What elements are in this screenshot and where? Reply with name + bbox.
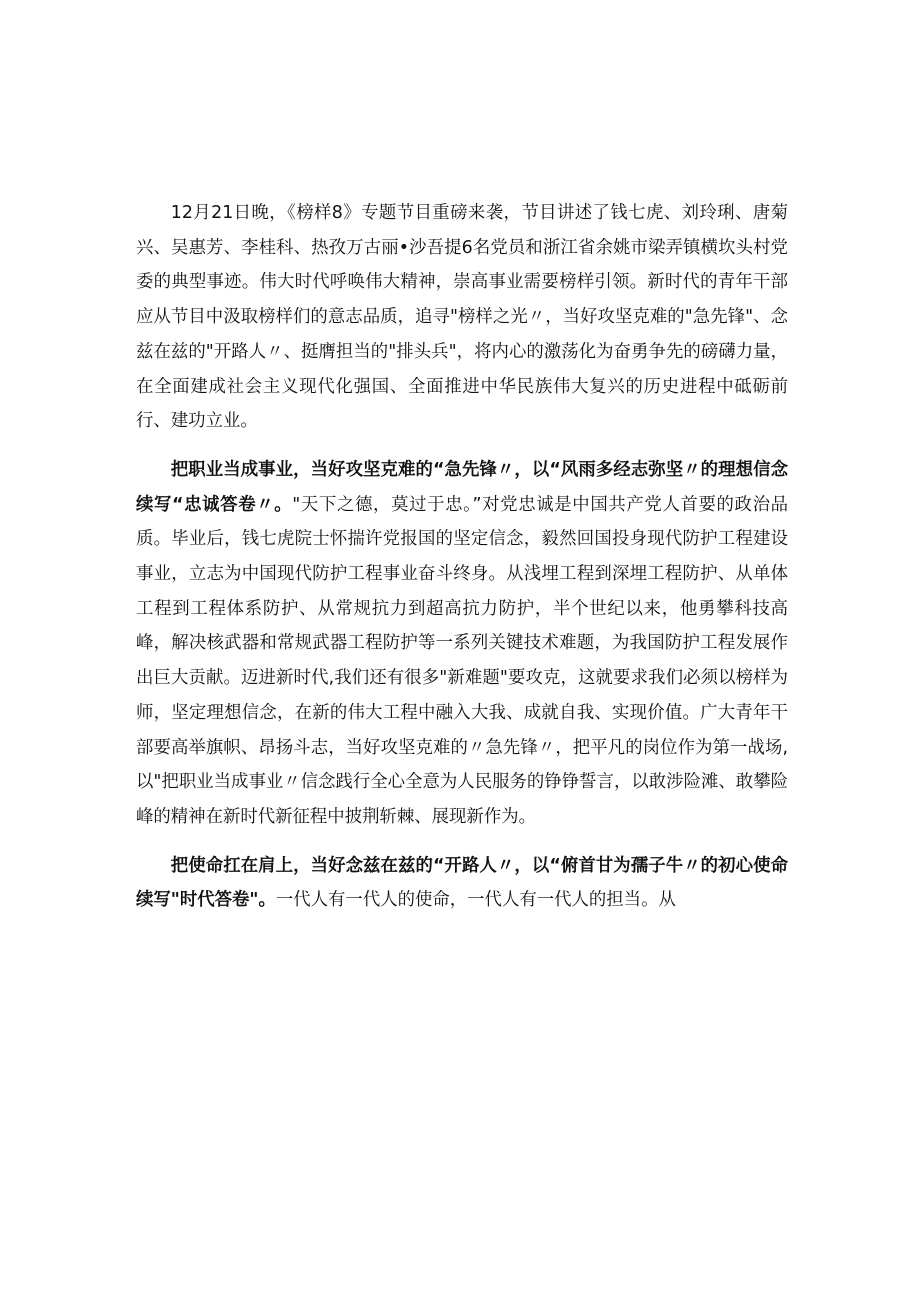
paragraph-text: 一代人有一代人的使命，一代人有一代人的担当。从 — [275, 890, 676, 911]
paragraph-lead: 把使命扛在肩上，当好念兹在兹的“开路人〃，以“俯首甘为孺子牛〃的初心使命续写"时代答卷"。 — [136, 855, 788, 911]
paragraph-intro — [136, 196, 788, 439]
paragraph-mission — [136, 849, 788, 918]
paragraph-text: "天下之德，莫过于忠。”对党忠诚是中国共产党人首要的政治品质。毕业后，钱七虎院士怀揣许党报国的坚定信念，毅然回国投身现代防护工程建设事业，立志为中国现代防护工程事业奋斗终身。从浅埋工程到深埋工程防护、从单体工程到工程体系防护、从常规抗力到超高抗力防护，半个世纪以来，他勇攀科技高峰，解决核武器和常规武器工程防护等一系列关键技术难题，为我国防护工程发展作出巨大贡献。迈进新时代,我们还有很多"新难题"要攻克，这就要求我们必须以榜样为师，坚定理想信念，在新的伟大工程中融入大我、成就自我、实现价值。广大青年干部要高举旗帜、昂扬斗志，当好攻坚克难的〃急先锋〃，把平凡的岗位作为第一战场,以"把职业当成事业〃信念践行全心全意为人民服务的铮铮誓言，以敢涉险滩、敢攀险峰的精神在新时代新征程中披荆斩棘、展现新作为。 — [136, 494, 788, 827]
paragraph-lead: 把职业当成事业，当好攻坚克难的“急先锋〃，以“风雨多经志弥坚〃的理想信念续写“忠诚答卷〃。 — [136, 459, 788, 515]
document-body — [136, 196, 788, 918]
paragraph-text: 12月21日晚，《榜样8》专题节目重磅来袭，节目讲述了钱七虎、刘玲琍、唐菊兴、吴惠芳、李桂科、热孜万古丽•沙吾提6名党员和浙江省余姚市梁弄镇横坎头村党委的典型事迹。伟大时代呼唤伟大精神，崇高事业需要榜样引领。新时代的青年干部应从节目中汲取榜样们的意志品质，追寻"榜样之光〃，当好攻坚克难的"急先锋"、念兹在兹的"开路人〃、挺膺担当的"排头兵"，将内心的激荡化为奋勇争先的磅礴力量，在全面建成社会主义现代化强国、全面推进中华民族伟大复兴的历史进程中砥砺前行、建功立业。 — [136, 203, 788, 432]
paragraph-loyalty — [136, 453, 788, 835]
